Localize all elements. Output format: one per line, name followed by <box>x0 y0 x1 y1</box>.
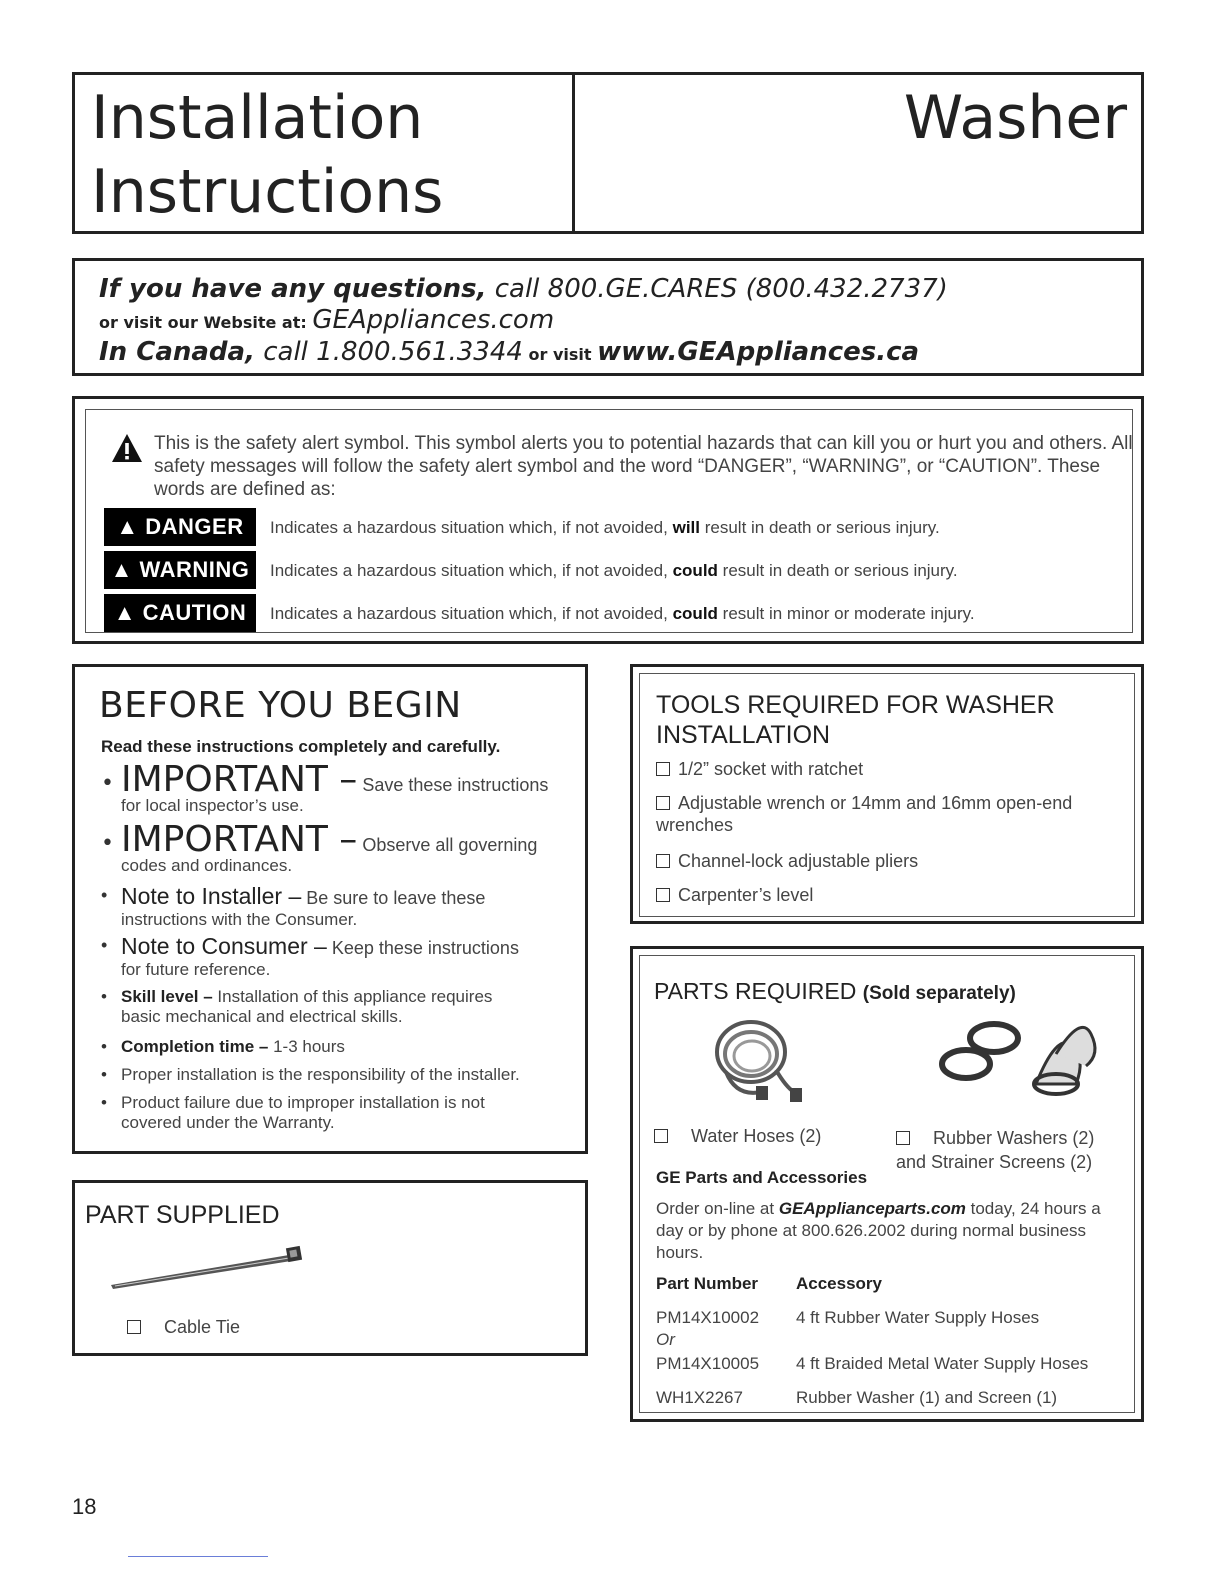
proper-text: Proper installation is the responsibility of the installer. <box>121 1065 520 1084</box>
title-banner <box>72 72 1144 234</box>
canada-phone: call 1.800.561.3344 <box>254 337 523 367</box>
cable-tie-icon <box>109 1241 319 1291</box>
tools-inner-frame <box>639 673 1135 917</box>
canada-or: or visit <box>522 345 598 364</box>
checkbox-icon[interactable] <box>896 1131 910 1145</box>
parts-title-text: PARTS REQUIRED <box>654 978 857 1004</box>
caution-description <box>270 604 975 624</box>
questions-lead: If you have any questions, <box>99 274 487 304</box>
accessory: 4 ft Rubber Water Supply Hoses <box>796 1308 1040 1327</box>
product-name: Washer <box>903 83 1127 153</box>
tool-label: Channel-lock adjustable pliers <box>678 851 919 871</box>
contact-box <box>72 258 1144 376</box>
bullet: • <box>101 1037 107 1056</box>
failure-text: Product failure due to improper installation is not <box>121 1093 485 1112</box>
us-phone: call 800.GE.CARES (800.432.2737) <box>486 274 948 304</box>
checkbox-icon[interactable] <box>656 762 670 776</box>
caution-text-a: Indicates a hazardous situation which, if not avoided, <box>270 604 673 623</box>
checkbox-icon[interactable] <box>127 1320 141 1334</box>
installer-head: Note to Installer – <box>121 883 302 909</box>
parts-title <box>654 978 1016 1005</box>
ge-parts-link[interactable]: GEApplianceparts.com <box>778 1199 966 1218</box>
bullet: • <box>101 1093 107 1112</box>
tool-label: 1/2” socket with ratchet <box>678 759 864 779</box>
water-hoses-item <box>654 1124 821 1148</box>
important-text-2: Observe all governing <box>357 835 538 855</box>
skill-level-item <box>101 987 581 1027</box>
warning-word: WARNING <box>139 557 250 582</box>
before-you-begin-box <box>72 664 588 1154</box>
cable-tie-label: Cable Tie <box>164 1317 241 1337</box>
tool-item <box>656 884 1126 906</box>
page-title <box>91 81 443 229</box>
before-subtitle: Read these instructions completely and carefully. <box>101 737 501 756</box>
contact-line-questions <box>99 274 948 304</box>
part-number: Or <box>656 1330 675 1349</box>
bullet: • <box>101 771 114 796</box>
rubber-washers-item <box>896 1126 1094 1174</box>
safety-inner-frame <box>85 409 1133 633</box>
completion-time-item <box>101 1037 581 1057</box>
consumer-cont: for future reference. <box>121 960 271 979</box>
checkbox-icon[interactable] <box>656 796 670 810</box>
bullet: • <box>101 1065 107 1084</box>
accessory: 4 ft Braided Metal Water Supply Hoses <box>796 1354 1089 1373</box>
safety-box <box>72 396 1144 644</box>
warning-text-b: result in death or serious injury. <box>717 561 958 580</box>
installer-note <box>101 883 581 930</box>
warning-emph: could <box>672 561 718 580</box>
before-title: BEFORE YOU BEGIN <box>99 685 462 726</box>
contact-line-website <box>99 305 554 335</box>
title-line-2: Instructions <box>91 157 444 227</box>
time-head: Completion time – <box>121 1037 269 1056</box>
danger-word: DANGER <box>145 514 244 539</box>
important-cont-1: for local inspector’s use. <box>121 796 304 815</box>
danger-text-b: result in death or serious injury. <box>700 518 940 537</box>
skill-head: Skill level – <box>121 987 213 1006</box>
danger-emph: will <box>672 518 700 537</box>
skill-cont: basic mechanical and electrical skills. <box>121 1007 403 1026</box>
proper-installation-item <box>101 1065 581 1085</box>
bottom-rule <box>128 1556 268 1557</box>
checkbox-icon[interactable] <box>656 888 670 902</box>
rubber-washers-label: Rubber Washers (2) <box>933 1128 1095 1148</box>
skill-text: Installation of this appliance requires <box>212 987 493 1006</box>
consumer-text: Keep these instructions <box>326 938 519 958</box>
tool-item <box>656 758 1126 780</box>
water-hoses-label: Water Hoses (2) <box>691 1126 822 1146</box>
bullet: • <box>101 987 107 1006</box>
consumer-note <box>101 933 581 980</box>
col-part-number: Part Number <box>656 1274 759 1293</box>
caution-text-b: result in minor or moderate injury. <box>717 604 975 623</box>
important-cont-2: codes and ordinances. <box>121 856 293 875</box>
part-number: PM14X10005 <box>656 1354 760 1373</box>
strainer-screens-label: and Strainer Screens (2) <box>896 1152 1093 1172</box>
title-line-1: Installation <box>91 83 424 153</box>
checkbox-icon[interactable] <box>656 854 670 868</box>
tool-label: Adjustable wrench or 14mm and 16mm open-end wrenches <box>656 793 1073 835</box>
failure-cont: covered under the Warranty. <box>121 1113 335 1132</box>
caution-word: CAUTION <box>142 600 247 625</box>
safety-intro: This is the safety alert symbol. This symbol alerts you to potential hazards that can kill you or hurt you and others. All safety messages will follow the safety alert symbol and the word “DANGER”, “WARNING”, or “CAUTION”. These words are defined as: <box>154 433 1133 500</box>
important-head-1: IMPORTANT – <box>121 759 358 800</box>
installer-text: Be sure to leave these <box>301 888 486 908</box>
ge-text-b: today, 24 hours a day or by phone at 800.626.2002 during normal business hours. <box>656 1199 1101 1262</box>
warning-description <box>270 561 958 581</box>
danger-label: ▲ DANGER <box>104 508 256 546</box>
bullet: • <box>101 831 114 856</box>
parts-inner-frame <box>639 955 1135 1413</box>
checkbox-icon[interactable] <box>654 1129 668 1143</box>
parts-required-box <box>630 946 1144 1422</box>
tool-label: Carpenter’s level <box>678 885 814 905</box>
canada-lead: In Canada, <box>99 337 255 367</box>
caution-emph: could <box>672 604 718 623</box>
tool-item <box>656 792 1126 836</box>
warning-label: ▲ WARNING <box>104 551 256 589</box>
tools-required-box <box>630 664 1144 924</box>
time-text: 1-3 hours <box>268 1037 345 1056</box>
water-hoses-icon <box>706 1012 816 1108</box>
tool-item <box>656 850 1126 872</box>
caution-label: ▲ CAUTION <box>104 594 256 632</box>
product-failure-item <box>101 1093 581 1133</box>
ge-parts-heading: GE Parts and Accessories <box>656 1168 868 1187</box>
danger-description <box>270 518 940 538</box>
supplied-title: PART SUPPLIED <box>85 1201 280 1229</box>
tools-title: TOOLS REQUIRED FOR WASHER INSTALLATION <box>656 691 1055 749</box>
title-divider <box>572 75 575 231</box>
safety-alert-icon <box>110 432 144 464</box>
bullet: • <box>101 885 108 905</box>
ge-text-a: Order on-line at <box>656 1199 779 1218</box>
part-supplied-box <box>72 1180 588 1356</box>
warning-text-a: Indicates a hazardous situation which, if not avoided, <box>270 561 673 580</box>
accessory: Rubber Washer (1) and Screen (1) <box>796 1388 1058 1407</box>
important-head-2: IMPORTANT – <box>121 819 358 860</box>
important-item-1 <box>101 759 581 816</box>
page-number: 18 <box>72 1494 97 1519</box>
rubber-washers-icon <box>936 1014 1106 1104</box>
col-accessory: Accessory <box>796 1274 883 1293</box>
consumer-head: Note to Consumer – <box>121 933 327 959</box>
website-lead: or visit our Website at: <box>99 313 313 332</box>
contact-line-canada <box>99 337 919 367</box>
canada-website-link[interactable]: www.GEAppliances.ca <box>597 337 920 367</box>
bullet: • <box>101 935 108 955</box>
website-link[interactable]: GEAppliances.com <box>312 305 555 335</box>
cable-tie-item <box>127 1317 240 1338</box>
danger-text-a: Indicates a hazardous situation which, if not avoided, <box>270 518 673 537</box>
part-number: PM14X10002 <box>656 1308 760 1327</box>
important-text-1: Save these instructions <box>357 775 549 795</box>
ge-parts-text <box>656 1198 1126 1264</box>
parts-title-note: (Sold separately) <box>862 983 1016 1004</box>
important-item-2 <box>101 819 581 876</box>
installer-cont: instructions with the Consumer. <box>121 910 358 929</box>
part-number: WH1X2267 <box>656 1388 743 1407</box>
